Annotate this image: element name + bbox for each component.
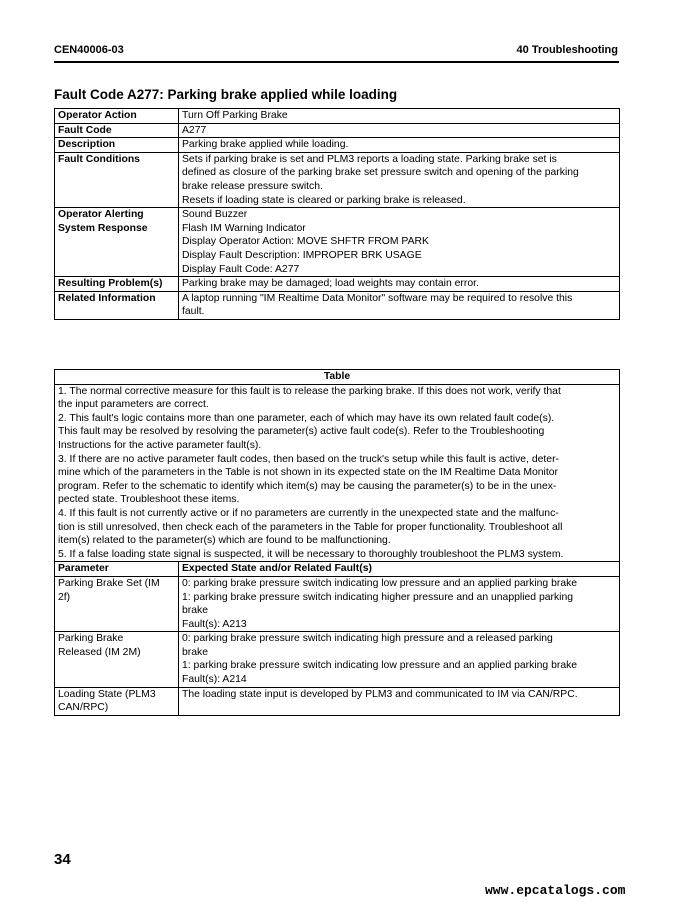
text-line: A laptop running "IM Realtime Data Monitor" software may be required to resolve this: [182, 292, 573, 304]
document-id: CEN40006-03: [54, 44, 124, 56]
alerting-label: [55, 208, 179, 277]
description-value: Parking brake applied while loading.: [179, 138, 620, 153]
fault-code-label: Fault Code: [55, 123, 179, 138]
text-line: brake: [182, 605, 208, 617]
alerting-value: [179, 208, 620, 277]
section-title: 40 Troubleshooting: [516, 44, 618, 56]
text-line: The loading state input is developed by PLM3 and communicated to IM via CAN/RPC.: [182, 688, 578, 700]
text-line: Fault(s): A213: [182, 618, 247, 630]
fault-conditions-label: Fault Conditions: [55, 152, 179, 207]
expected-column-header: Expected State and/or Related Fault(s): [179, 562, 620, 577]
resulting-problems-value: Parking brake may be damaged; load weights may contain error.: [179, 277, 620, 292]
text-line: 4. If this fault is not currently active or if no parameters are currently in the unexpected state and the malfunc-: [58, 507, 559, 519]
table-header: Table: [55, 370, 620, 385]
page-number: 34: [54, 851, 71, 868]
text-line: program. Refer to the schematic to identify which item(s) may be causing the parameter(s) to be in the unex-: [58, 480, 557, 492]
table-row: [55, 687, 620, 715]
parameter-column-header: Parameter: [55, 562, 179, 577]
text-line: Fault(s): A214: [182, 674, 247, 686]
parameter-cell: [55, 632, 179, 687]
text-line: tion is still unresolved, then check each of the parameters in the Table for proper functionality. Troubleshoot all: [58, 521, 563, 533]
table-row: [55, 632, 620, 687]
text-line: Resets if loading state is cleared or parking brake is released.: [182, 194, 466, 206]
text-line: 2. This fault's logic contains more than one parameter, each of which may have its own related fault code(s).: [58, 412, 555, 424]
text-line: 3. If there are no active parameter fault codes, then based on the truck's setup while this fault is active, deter-: [58, 453, 560, 465]
fault-conditions-value: [179, 152, 620, 207]
text-line: Loading State (PLM3: [58, 688, 156, 700]
text-line: 1: parking brake pressure switch indicating low pressure and an applied parking brake: [182, 660, 578, 672]
watermark: www.epcatalogs.com: [485, 883, 626, 898]
text-line: Parking Brake: [58, 633, 124, 645]
text-line: pected state. Troubleshoot these items.: [58, 494, 240, 506]
text-line: Sound Buzzer: [182, 209, 248, 221]
text-line: Display Operator Action: MOVE SHFTR FROM PARK: [182, 236, 429, 248]
text-line: This fault may be resolved by resolving the parameter(s) active fault code(s). Refer to the Troubleshooting: [58, 426, 545, 438]
text-line: brake: [182, 646, 208, 658]
text-line: 0: parking brake pressure switch indicating low pressure and an applied parking brake: [182, 577, 578, 589]
expected-cell: [179, 576, 620, 631]
text-line: Display Fault Code: A277: [182, 263, 300, 275]
description-label: Description: [55, 138, 179, 153]
parameter-cell: [55, 687, 179, 715]
text-line: Operator Alerting: [58, 209, 144, 221]
table-row: [55, 138, 620, 153]
text-line: System Response: [58, 222, 148, 234]
text-line: Display Fault Description: IMPROPER BRK USAGE: [182, 249, 422, 261]
operator-action-value: Turn Off Parking Brake: [179, 109, 620, 124]
table-row: [55, 576, 620, 631]
related-info-label: Related Information: [55, 291, 179, 319]
text-line: Released (IM 2M): [58, 646, 141, 658]
text-line: Parking Brake Set (IM: [58, 577, 160, 589]
troubleshooting-table: [54, 369, 620, 716]
text-line: item(s) related to the parameter(s) which are found to be malfunctioning.: [58, 535, 391, 547]
header-divider: [54, 61, 619, 63]
table-row: [55, 208, 620, 277]
fault-code-table: [54, 108, 620, 320]
text-line: the input parameters are correct.: [58, 399, 209, 411]
table-row: [55, 277, 620, 292]
table-row: [55, 152, 620, 207]
table-row: [55, 123, 620, 138]
table-header-row: [55, 370, 620, 385]
table-row: [55, 384, 620, 562]
text-line: 0: parking brake pressure switch indicating high pressure and a released parking: [182, 633, 553, 645]
fault-code-value: A277: [179, 123, 620, 138]
related-info-value: [179, 291, 620, 319]
text-line: defined as closure of the parking brake set pressure switch and opening of the parking: [182, 167, 579, 179]
parameter-cell: [55, 576, 179, 631]
expected-cell: [179, 632, 620, 687]
text-line: fault.: [182, 306, 205, 318]
table-row: [55, 291, 620, 319]
text-line: 1: parking brake pressure switch indicating higher pressure and an unapplied parking: [182, 591, 574, 603]
table-row: [55, 109, 620, 124]
text-line: Instructions for the active parameter fault(s).: [58, 439, 262, 451]
text-line: CAN/RPC): [58, 702, 109, 714]
expected-cell: [179, 687, 620, 715]
operator-action-label: Operator Action: [55, 109, 179, 124]
text-line: 2f): [58, 591, 71, 603]
text-line: 5. If a false loading state signal is suspected, it will be necessary to thoroughly troubleshoot the PLM3 system.: [58, 548, 564, 560]
troubleshooting-notes: [55, 384, 620, 562]
page-title: Fault Code A277: Parking brake applied while loading: [54, 87, 398, 102]
text-line: 1. The normal corrective measure for this fault is to release the parking brake. If this does not work, verify that: [58, 385, 561, 397]
resulting-problems-label: Resulting Problem(s): [55, 277, 179, 292]
text-line: Flash IM Warning Indicator: [182, 222, 306, 234]
column-header-row: [55, 562, 620, 577]
text-line: mine which of the parameters in the Table is not shown in its expected state on the IM Realtime Data Monitor: [58, 467, 558, 479]
text-line: Sets if parking brake is set and PLM3 reports a loading state. Parking brake set is: [182, 153, 557, 165]
text-line: brake release pressure switch.: [182, 180, 323, 192]
